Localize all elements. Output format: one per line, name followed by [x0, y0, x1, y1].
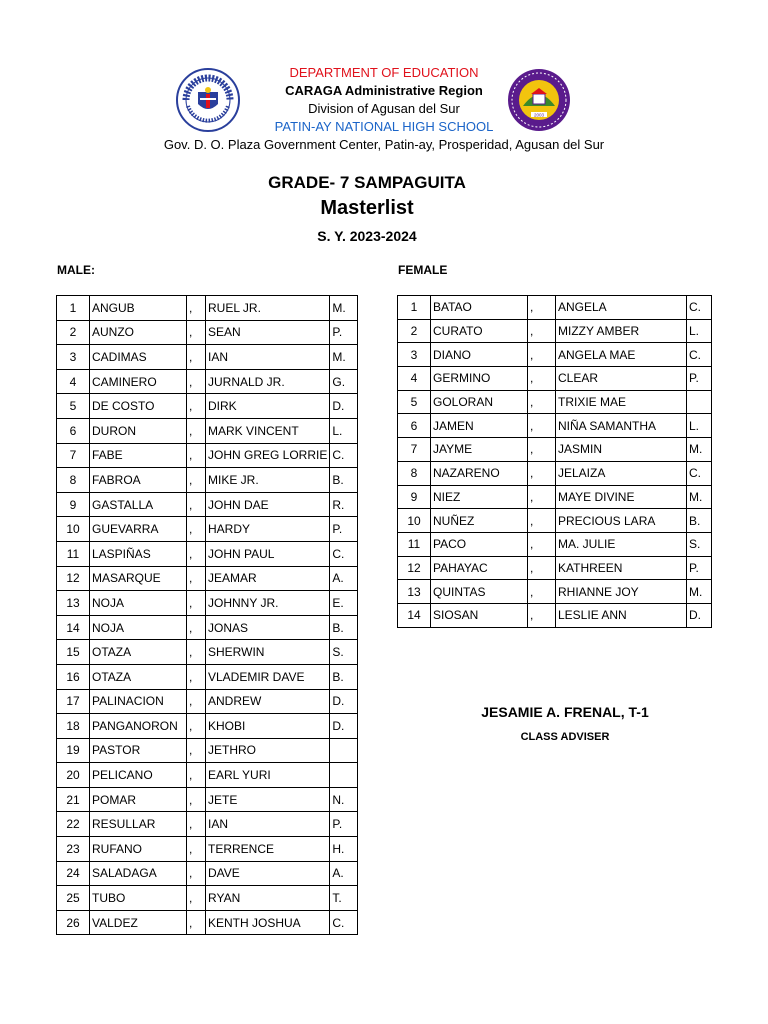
- comma-separator: ,: [187, 345, 206, 370]
- last-name: GUEVARRA: [90, 517, 187, 542]
- comma-separator: ,: [187, 787, 206, 812]
- first-name: HARDY: [206, 517, 330, 542]
- first-name: TRIXIE MAE: [556, 390, 687, 414]
- first-name: DIRK: [206, 394, 330, 419]
- male-table-row: [57, 812, 358, 837]
- first-name: JONAS: [206, 615, 330, 640]
- row-number: 3: [57, 345, 90, 370]
- row-number: 11: [398, 532, 431, 556]
- row-number: 18: [57, 714, 90, 739]
- middle-initial: M.: [330, 345, 358, 370]
- comma-separator: ,: [528, 319, 556, 343]
- adviser-title: CLASS ADVISER: [520, 731, 610, 743]
- last-name: OTAZA: [90, 664, 187, 689]
- middle-initial: D.: [330, 714, 358, 739]
- middle-initial: S.: [687, 532, 712, 556]
- comma-separator: ,: [187, 517, 206, 542]
- comma-separator: ,: [187, 541, 206, 566]
- row-number: 21: [57, 787, 90, 812]
- row-number: 6: [398, 414, 431, 438]
- first-name: CLEAR: [556, 367, 687, 391]
- first-name: JELAIZA: [556, 461, 687, 485]
- row-number: 25: [57, 886, 90, 911]
- row-number: 8: [57, 468, 90, 493]
- female-table-row: [398, 580, 712, 604]
- female-table-row: [398, 461, 712, 485]
- comma-separator: ,: [187, 566, 206, 591]
- male-table-row: [57, 640, 358, 665]
- male-table-row: [57, 418, 358, 443]
- last-name: JAYME: [431, 438, 528, 462]
- male-table-row: [57, 664, 358, 689]
- middle-initial: G.: [330, 369, 358, 394]
- male-table-row: [57, 861, 358, 886]
- middle-initial: P.: [330, 517, 358, 542]
- row-number: 2: [57, 320, 90, 345]
- last-name: GOLORAN: [431, 390, 528, 414]
- male-table-row: [57, 369, 358, 394]
- region-name: CARAGA Administrative Region: [285, 83, 483, 98]
- adviser-name: JESAMIE A. FRENAL, T-1: [481, 704, 649, 720]
- middle-initial: B.: [330, 615, 358, 640]
- row-number: 14: [57, 615, 90, 640]
- comma-separator: ,: [528, 532, 556, 556]
- first-name: JOHN DAE: [206, 492, 330, 517]
- first-name: RHIANNE JOY: [556, 580, 687, 604]
- last-name: FABROA: [90, 468, 187, 493]
- comma-separator: ,: [187, 812, 206, 837]
- middle-initial: P.: [687, 556, 712, 580]
- comma-separator: ,: [187, 320, 206, 345]
- last-name: TUBO: [90, 886, 187, 911]
- middle-initial: C.: [687, 461, 712, 485]
- first-name: SEAN: [206, 320, 330, 345]
- middle-initial: C.: [687, 296, 712, 320]
- comma-separator: ,: [528, 509, 556, 533]
- first-name: EARL YURI: [206, 763, 330, 788]
- last-name: FABE: [90, 443, 187, 468]
- school-address: Gov. D. O. Plaza Government Center, Patin-ay, Prosperidad, Agusan del Sur: [163, 137, 605, 152]
- comma-separator: ,: [528, 461, 556, 485]
- row-number: 5: [398, 390, 431, 414]
- male-table-row: [57, 517, 358, 542]
- comma-separator: ,: [528, 438, 556, 462]
- first-name: RUEL JR.: [206, 296, 330, 321]
- grade-section-title: GRADE- 7 SAMPAGUITA: [268, 173, 466, 192]
- comma-separator: ,: [187, 861, 206, 886]
- male-table-row: [57, 886, 358, 911]
- male-table-body: [57, 296, 358, 935]
- first-name: NIÑA SAMANTHA: [556, 414, 687, 438]
- first-name: MIKE JR.: [206, 468, 330, 493]
- row-number: 10: [398, 509, 431, 533]
- male-table-row: [57, 443, 358, 468]
- first-name: KENTH JOSHUA: [206, 910, 330, 935]
- middle-initial: L.: [330, 418, 358, 443]
- middle-initial: M.: [687, 580, 712, 604]
- row-number: 17: [57, 689, 90, 714]
- division-name: Division of Agusan del Sur: [308, 101, 460, 116]
- last-name: POMAR: [90, 787, 187, 812]
- department-name: DEPARTMENT OF EDUCATION: [289, 65, 479, 80]
- row-number: 20: [57, 763, 90, 788]
- middle-initial: M.: [687, 438, 712, 462]
- comma-separator: ,: [187, 714, 206, 739]
- middle-initial: A.: [330, 861, 358, 886]
- adviser-block: [397, 703, 733, 743]
- first-name: MA. JULIE: [556, 532, 687, 556]
- middle-initial: C.: [330, 443, 358, 468]
- male-table-row: [57, 345, 358, 370]
- middle-initial: D.: [330, 394, 358, 419]
- comma-separator: ,: [528, 603, 556, 627]
- last-name: PAHAYAC: [431, 556, 528, 580]
- first-name: MIZZY AMBER: [556, 319, 687, 343]
- comma-separator: ,: [528, 580, 556, 604]
- first-name: DAVE: [206, 861, 330, 886]
- last-name: BATAO: [431, 296, 528, 320]
- male-table-row: [57, 689, 358, 714]
- last-name: RESULLAR: [90, 812, 187, 837]
- row-number: 11: [57, 541, 90, 566]
- comma-separator: ,: [528, 414, 556, 438]
- first-name: JURNALD JR.: [206, 369, 330, 394]
- last-name: NUÑEZ: [431, 509, 528, 533]
- row-number: 16: [57, 664, 90, 689]
- row-number: 12: [57, 566, 90, 591]
- middle-initial: M.: [330, 296, 358, 321]
- male-table-row: [57, 541, 358, 566]
- row-number: 1: [398, 296, 431, 320]
- first-name: JOHNNY JR.: [206, 591, 330, 616]
- middle-initial: H.: [330, 837, 358, 862]
- row-number: 24: [57, 861, 90, 886]
- last-name: DURON: [90, 418, 187, 443]
- row-number: 10: [57, 517, 90, 542]
- first-name: JETE: [206, 787, 330, 812]
- row-number: 8: [398, 461, 431, 485]
- comma-separator: ,: [187, 837, 206, 862]
- comma-separator: ,: [187, 615, 206, 640]
- middle-initial: P.: [687, 367, 712, 391]
- row-number: 14: [398, 603, 431, 627]
- first-name: ANDREW: [206, 689, 330, 714]
- title-block: [0, 172, 734, 248]
- middle-initial: C.: [330, 541, 358, 566]
- comma-separator: ,: [187, 591, 206, 616]
- male-table-row: [57, 714, 358, 739]
- middle-initial: N.: [330, 787, 358, 812]
- middle-initial: B.: [330, 664, 358, 689]
- last-name: SIOSAN: [431, 603, 528, 627]
- female-table-row: [398, 367, 712, 391]
- last-name: VALDEZ: [90, 910, 187, 935]
- middle-initial: C.: [330, 910, 358, 935]
- female-table-row: [398, 438, 712, 462]
- first-name: IAN: [206, 345, 330, 370]
- female-table-row: [398, 532, 712, 556]
- last-name: PANGANORON: [90, 714, 187, 739]
- female-table-row: [398, 485, 712, 509]
- first-name: MARK VINCENT: [206, 418, 330, 443]
- female-table-row: [398, 296, 712, 320]
- school-year: S. Y. 2023-2024: [317, 228, 417, 244]
- middle-initial: A.: [330, 566, 358, 591]
- first-name: PRECIOUS LARA: [556, 509, 687, 533]
- comma-separator: ,: [528, 296, 556, 320]
- first-name: TERRENCE: [206, 837, 330, 862]
- male-table-row: [57, 320, 358, 345]
- comma-separator: ,: [528, 556, 556, 580]
- middle-initial: E.: [330, 591, 358, 616]
- row-number: 7: [57, 443, 90, 468]
- female-label: FEMALE: [398, 263, 448, 277]
- first-name: SHERWIN: [206, 640, 330, 665]
- masterlist-title: Masterlist: [320, 197, 414, 219]
- female-table-row: [398, 414, 712, 438]
- male-table-row: [57, 738, 358, 763]
- row-number: 22: [57, 812, 90, 837]
- female-table-row: [398, 390, 712, 414]
- comma-separator: ,: [187, 296, 206, 321]
- last-name: QUINTAS: [431, 580, 528, 604]
- last-name: RUFANO: [90, 837, 187, 862]
- last-name: GERMINO: [431, 367, 528, 391]
- last-name: DIANO: [431, 343, 528, 367]
- row-number: 15: [57, 640, 90, 665]
- row-number: 6: [57, 418, 90, 443]
- last-name: AUNZO: [90, 320, 187, 345]
- last-name: NOJA: [90, 615, 187, 640]
- middle-initial: B.: [687, 509, 712, 533]
- middle-initial: D.: [330, 689, 358, 714]
- middle-initial: B.: [330, 468, 358, 493]
- female-table-row: [398, 509, 712, 533]
- middle-initial: T.: [330, 886, 358, 911]
- female-table-row: [398, 603, 712, 627]
- middle-initial: P.: [330, 812, 358, 837]
- first-name: JASMIN: [556, 438, 687, 462]
- last-name: PACO: [431, 532, 528, 556]
- row-number: 13: [398, 580, 431, 604]
- comma-separator: ,: [187, 689, 206, 714]
- middle-initial: M.: [687, 485, 712, 509]
- first-name: KHOBI: [206, 714, 330, 739]
- comma-separator: ,: [187, 492, 206, 517]
- last-name: SALADAGA: [90, 861, 187, 886]
- first-name: ANGELA: [556, 296, 687, 320]
- last-name: ANGUB: [90, 296, 187, 321]
- middle-initial: L.: [687, 319, 712, 343]
- last-name: GASTALLA: [90, 492, 187, 517]
- male-table-row: [57, 492, 358, 517]
- middle-initial: P.: [330, 320, 358, 345]
- middle-initial: [687, 390, 712, 414]
- comma-separator: ,: [187, 763, 206, 788]
- first-name: RYAN: [206, 886, 330, 911]
- last-name: CADIMAS: [90, 345, 187, 370]
- first-name: KATHREEN: [556, 556, 687, 580]
- first-name: JEAMAR: [206, 566, 330, 591]
- row-number: 12: [398, 556, 431, 580]
- male-label: MALE:: [57, 263, 95, 277]
- first-name: IAN: [206, 812, 330, 837]
- middle-initial: R.: [330, 492, 358, 517]
- male-table-row: [57, 615, 358, 640]
- row-number: 1: [57, 296, 90, 321]
- comma-separator: ,: [187, 738, 206, 763]
- comma-separator: ,: [187, 418, 206, 443]
- first-name: VLADEMIR DAVE: [206, 664, 330, 689]
- middle-initial: S.: [330, 640, 358, 665]
- female-table-body: [398, 296, 712, 628]
- comma-separator: ,: [187, 443, 206, 468]
- first-name: JOHN PAUL: [206, 541, 330, 566]
- last-name: PELICANO: [90, 763, 187, 788]
- male-table-row: [57, 566, 358, 591]
- row-number: 2: [398, 319, 431, 343]
- last-name: DE COSTO: [90, 394, 187, 419]
- male-table-row: [57, 787, 358, 812]
- male-table-row: [57, 394, 358, 419]
- last-name: JAMEN: [431, 414, 528, 438]
- row-number: 4: [57, 369, 90, 394]
- row-number: 9: [398, 485, 431, 509]
- row-number: 4: [398, 367, 431, 391]
- last-name: NIEZ: [431, 485, 528, 509]
- row-number: 26: [57, 910, 90, 935]
- comma-separator: ,: [528, 485, 556, 509]
- female-table-row: [398, 556, 712, 580]
- male-table-row: [57, 763, 358, 788]
- row-number: 5: [57, 394, 90, 419]
- first-name: LESLIE ANN: [556, 603, 687, 627]
- first-name: MAYE DIVINE: [556, 485, 687, 509]
- last-name: OTAZA: [90, 640, 187, 665]
- row-number: 23: [57, 837, 90, 862]
- female-table-row: [398, 319, 712, 343]
- male-table-row: [57, 468, 358, 493]
- middle-initial: [330, 738, 358, 763]
- first-name: JETHRO: [206, 738, 330, 763]
- middle-initial: L.: [687, 414, 712, 438]
- letterhead: [0, 64, 768, 154]
- female-table: [397, 295, 712, 628]
- row-number: 19: [57, 738, 90, 763]
- last-name: CURATO: [431, 319, 528, 343]
- comma-separator: ,: [187, 468, 206, 493]
- male-table-row: [57, 910, 358, 935]
- first-name: ANGELA MAE: [556, 343, 687, 367]
- middle-initial: D.: [687, 603, 712, 627]
- female-table-row: [398, 343, 712, 367]
- last-name: NOJA: [90, 591, 187, 616]
- middle-initial: [330, 763, 358, 788]
- first-name: JOHN GREG LORRIE: [206, 443, 330, 468]
- row-number: 3: [398, 343, 431, 367]
- middle-initial: C.: [687, 343, 712, 367]
- comma-separator: ,: [528, 367, 556, 391]
- last-name: CAMINERO: [90, 369, 187, 394]
- comma-separator: ,: [528, 390, 556, 414]
- school-name: PATIN-AY NATIONAL HIGH SCHOOL: [274, 119, 494, 134]
- male-table-row: [57, 296, 358, 321]
- last-name: MASARQUE: [90, 566, 187, 591]
- comma-separator: ,: [187, 886, 206, 911]
- row-number: 13: [57, 591, 90, 616]
- male-table: [56, 295, 358, 935]
- comma-separator: ,: [187, 664, 206, 689]
- row-number: 9: [57, 492, 90, 517]
- row-number: 7: [398, 438, 431, 462]
- comma-separator: ,: [187, 369, 206, 394]
- comma-separator: ,: [187, 394, 206, 419]
- comma-separator: ,: [528, 343, 556, 367]
- last-name: NAZARENO: [431, 461, 528, 485]
- seal-year: 2003: [533, 112, 545, 118]
- male-table-row: [57, 591, 358, 616]
- last-name: LASPIÑAS: [90, 541, 187, 566]
- last-name: PALINACION: [90, 689, 187, 714]
- comma-separator: ,: [187, 640, 206, 665]
- male-table-row: [57, 837, 358, 862]
- comma-separator: ,: [187, 910, 206, 935]
- last-name: PASTOR: [90, 738, 187, 763]
